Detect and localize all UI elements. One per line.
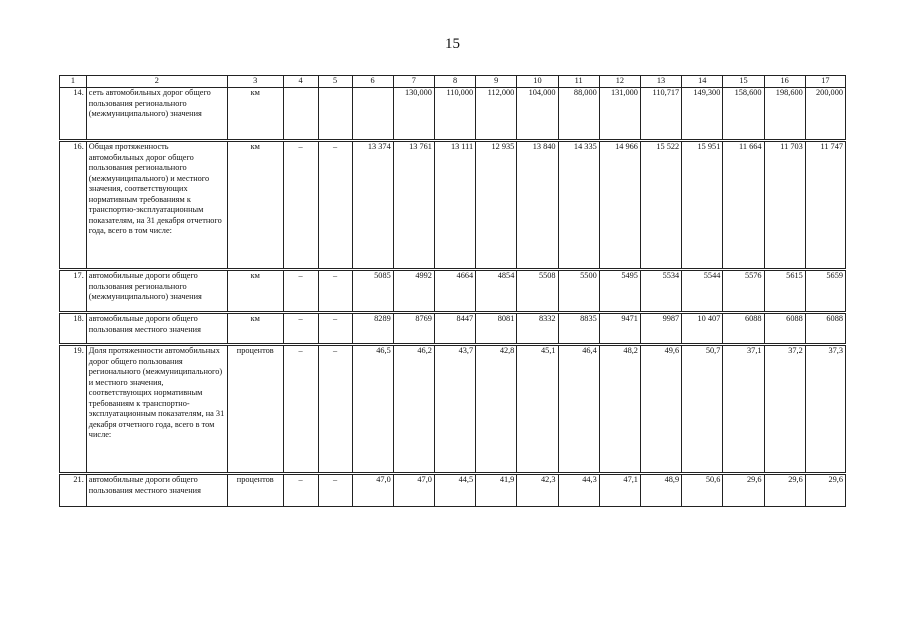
value-cell: 13 840: [517, 141, 558, 270]
value-cell: 47,0: [393, 474, 434, 507]
value-cell: 158,600: [723, 88, 764, 141]
value-cell: 37,1: [723, 345, 764, 474]
value-cell: 130,000: [393, 88, 434, 141]
value-cell: 5615: [764, 270, 805, 313]
value-cell: 88,000: [558, 88, 599, 141]
column-4-cell: –: [283, 270, 318, 313]
indicator-name: Доля протяженности автомобильных дорог общего пользования регионального (межмуниципального) и местного значения, соответствующих нормативным требованиям к транспортно-эксплуатационным показателям, на 31 декабря отчетного года, всего в том числе:: [86, 345, 227, 474]
value-cell: 46,2: [393, 345, 434, 474]
indicator-name: автомобильные дороги общего пользования местного значения: [86, 313, 227, 345]
unit-cell: км: [227, 141, 283, 270]
column-4-cell: [283, 88, 318, 141]
value-cell: 37,2: [764, 345, 805, 474]
row-number: 21.: [60, 474, 87, 507]
value-cell: 49,6: [640, 345, 681, 474]
column-header-3: 3: [227, 76, 283, 88]
column-4-cell: –: [283, 141, 318, 270]
value-cell: 110,000: [434, 88, 475, 141]
value-cell: 29,6: [805, 474, 845, 507]
value-cell: 10 407: [682, 313, 723, 345]
value-cell: 6088: [764, 313, 805, 345]
row-number: 19.: [60, 345, 87, 474]
column-5-cell: –: [318, 345, 352, 474]
table-row: [60, 141, 846, 270]
value-cell: 8289: [352, 313, 393, 345]
value-cell: 13 374: [352, 141, 393, 270]
value-cell: 8447: [434, 313, 475, 345]
indicator-name: автомобильные дороги общего пользования регионального (межмуниципального) значения: [86, 270, 227, 313]
unit-cell: процентов: [227, 345, 283, 474]
value-cell: 14 335: [558, 141, 599, 270]
table-row: [60, 474, 846, 507]
value-cell: 5085: [352, 270, 393, 313]
value-cell: 5544: [682, 270, 723, 313]
value-cell: 200,000: [805, 88, 845, 141]
value-cell: 8769: [393, 313, 434, 345]
value-cell: 131,000: [599, 88, 640, 141]
value-cell: 112,000: [476, 88, 517, 141]
value-cell: 29,6: [764, 474, 805, 507]
value-cell: 42,8: [476, 345, 517, 474]
row-number: 17.: [60, 270, 87, 313]
column-5-cell: –: [318, 270, 352, 313]
column-header-8: 8: [434, 76, 475, 88]
value-cell: 50,7: [682, 345, 723, 474]
value-cell: 5659: [805, 270, 845, 313]
value-cell: 4664: [434, 270, 475, 313]
indicator-name: автомобильные дороги общего пользования местного значения: [86, 474, 227, 507]
row-number: 16.: [60, 141, 87, 270]
value-cell: 8332: [517, 313, 558, 345]
table-body: [60, 88, 846, 507]
column-4-cell: –: [283, 313, 318, 345]
column-header-7: 7: [393, 76, 434, 88]
column-4-cell: –: [283, 474, 318, 507]
value-cell: 11 664: [723, 141, 764, 270]
value-cell: 198,600: [764, 88, 805, 141]
value-cell: [352, 88, 393, 141]
value-cell: 6088: [805, 313, 845, 345]
unit-cell: км: [227, 88, 283, 141]
value-cell: 12 935: [476, 141, 517, 270]
value-cell: 43,7: [434, 345, 475, 474]
column-header-17: 17: [805, 76, 845, 88]
value-cell: 4854: [476, 270, 517, 313]
value-cell: 46,5: [352, 345, 393, 474]
page-number: 15: [445, 36, 460, 52]
column-header-15: 15: [723, 76, 764, 88]
table-row: [60, 88, 846, 141]
value-cell: 42,3: [517, 474, 558, 507]
value-cell: 44,5: [434, 474, 475, 507]
value-cell: 13 111: [434, 141, 475, 270]
value-cell: 5500: [558, 270, 599, 313]
column-header-4: 4: [283, 76, 318, 88]
value-cell: 47,0: [352, 474, 393, 507]
column-5-cell: [318, 88, 352, 141]
row-number: 14.: [60, 88, 87, 141]
value-cell: 9987: [640, 313, 681, 345]
value-cell: 29,6: [723, 474, 764, 507]
column-header-14: 14: [682, 76, 723, 88]
value-cell: 5534: [640, 270, 681, 313]
column-header-12: 12: [599, 76, 640, 88]
table-header: [60, 76, 846, 88]
value-cell: 9471: [599, 313, 640, 345]
table-row: [60, 345, 846, 474]
table-row: [60, 313, 846, 345]
value-cell: 13 761: [393, 141, 434, 270]
unit-cell: км: [227, 313, 283, 345]
column-header-11: 11: [558, 76, 599, 88]
value-cell: 44,3: [558, 474, 599, 507]
value-cell: 110,717: [640, 88, 681, 141]
value-cell: 8081: [476, 313, 517, 345]
value-cell: 5508: [517, 270, 558, 313]
column-header-13: 13: [640, 76, 681, 88]
column-header-1: 1: [60, 76, 87, 88]
unit-cell: км: [227, 270, 283, 313]
column-header-16: 16: [764, 76, 805, 88]
value-cell: 41,9: [476, 474, 517, 507]
value-cell: 50,6: [682, 474, 723, 507]
value-cell: 8835: [558, 313, 599, 345]
value-cell: 6088: [723, 313, 764, 345]
column-header-9: 9: [476, 76, 517, 88]
value-cell: 48,9: [640, 474, 681, 507]
column-header-10: 10: [517, 76, 558, 88]
value-cell: 5495: [599, 270, 640, 313]
value-cell: 48,2: [599, 345, 640, 474]
indicator-name: Общая протяженность автомобильных дорог общего пользования регионального (межмуниципального) и местного значения, соответствующих нормативным требованиям к транспортно-эксплуатационным показателям, на 31 декабря отчетного года, всего в том числе:: [86, 141, 227, 270]
value-cell: 5576: [723, 270, 764, 313]
table-row: [60, 270, 846, 313]
value-cell: 11 747: [805, 141, 845, 270]
column-header-5: 5: [318, 76, 352, 88]
indicators-table: [59, 75, 846, 507]
value-cell: 149,300: [682, 88, 723, 141]
value-cell: 45,1: [517, 345, 558, 474]
column-5-cell: –: [318, 313, 352, 345]
unit-cell: процентов: [227, 474, 283, 507]
column-5-cell: –: [318, 141, 352, 270]
value-cell: 15 951: [682, 141, 723, 270]
column-header-6: 6: [352, 76, 393, 88]
value-cell: 14 966: [599, 141, 640, 270]
column-4-cell: –: [283, 345, 318, 474]
value-cell: 37,3: [805, 345, 845, 474]
value-cell: 4992: [393, 270, 434, 313]
column-5-cell: –: [318, 474, 352, 507]
value-cell: 15 522: [640, 141, 681, 270]
value-cell: 46,4: [558, 345, 599, 474]
value-cell: 47,1: [599, 474, 640, 507]
value-cell: 104,000: [517, 88, 558, 141]
value-cell: 11 703: [764, 141, 805, 270]
indicator-name: сеть автомобильных дорог общего пользования регионального (межмуниципального) значения: [86, 88, 227, 141]
row-number: 18.: [60, 313, 87, 345]
column-header-2: 2: [86, 76, 227, 88]
